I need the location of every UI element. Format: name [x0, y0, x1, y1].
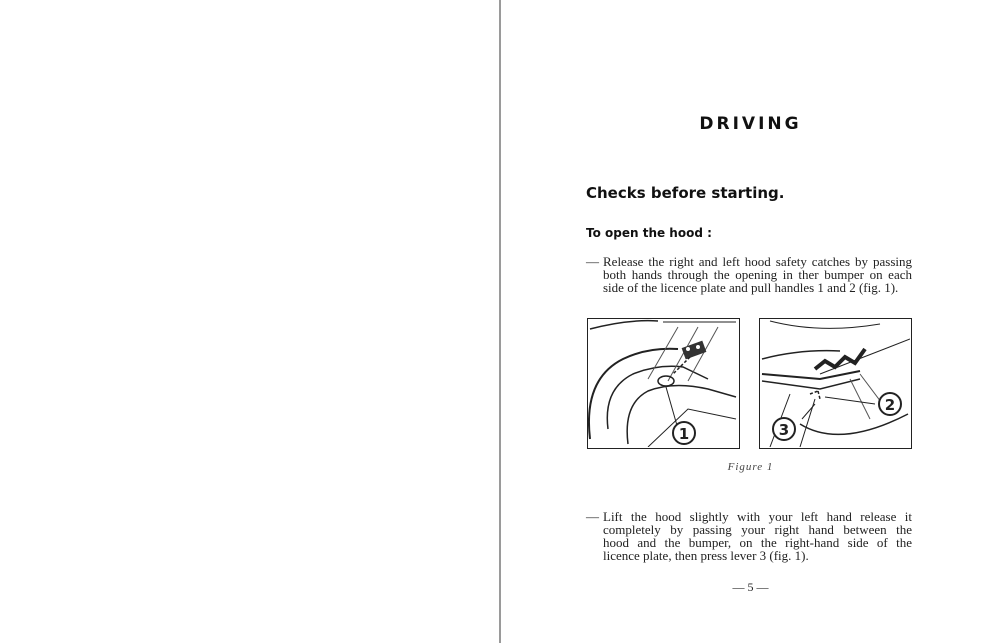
section-heading: Checks before starting.: [586, 184, 785, 202]
figure-1-right-panel: [759, 318, 912, 449]
instruction-paragraph-2: [586, 510, 912, 562]
paragraph-line: both hands through the opening in ther bumper on each: [603, 267, 912, 282]
paragraph-line: completely by passing your right hand between the: [603, 522, 912, 537]
paragraph-line: Lift the hood slightly with your left hand release it: [603, 509, 912, 524]
page-number: — 5 —: [732, 580, 769, 594]
figure-caption: Figure 1: [727, 461, 774, 473]
list-dash: —: [586, 509, 599, 524]
figure-1-left-panel: [587, 318, 740, 449]
callout-3-label: 3: [778, 421, 790, 439]
paragraph-line: licence plate, then press lever 3 (fig. 1).: [603, 548, 809, 563]
subheading: To open the hood :: [586, 226, 712, 240]
paragraph-line: Release the right and left hood safety catches by passing: [603, 254, 912, 269]
instruction-paragraph-1: [586, 255, 912, 294]
page-title: DRIVING: [699, 114, 802, 134]
list-dash: —: [586, 254, 599, 269]
callout-2-label: 2: [884, 396, 896, 414]
paragraph-line: hood and the bumper, on the right-hand side of the: [603, 535, 912, 550]
right-page: [501, 0, 1000, 643]
left-blank-page: [0, 0, 499, 643]
paragraph-line: side of the licence plate and pull handles 1 and 2 (fig. 1).: [603, 280, 899, 295]
callout-1-label: 1: [678, 425, 690, 443]
